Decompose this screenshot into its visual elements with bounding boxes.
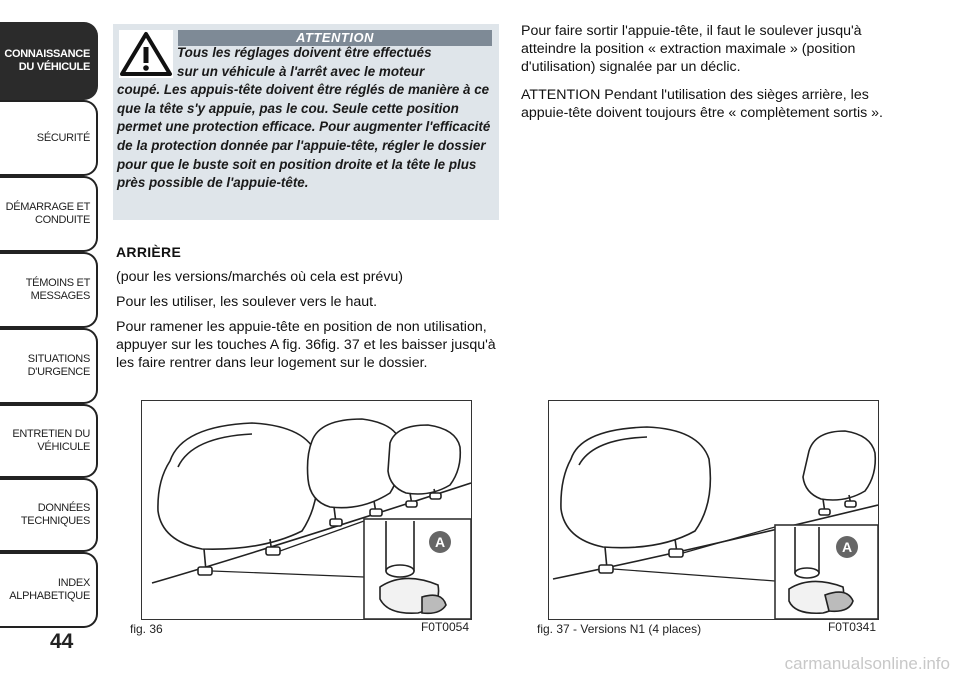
warning-line-1: Tous les réglages doivent être effectués [177, 45, 432, 60]
left-column [116, 243, 506, 379]
warning-box [113, 24, 499, 220]
warning-body: coupé. Les appuis-tête doivent être réglés de manière à ce que la tête s'y appuie, pas le cou. Seule cette position permet une protection efficace. Pour augmenter l'efficacité de la protection donnée par l'appuie-tête, régler le dossier pour que le buste soit en position droite et la tête le plus près possible de l'appuie-tête. [117, 82, 491, 191]
chapter-sidebar [0, 0, 102, 678]
right-paragraph-2: ATTENTION Pendant l'utilisation des sièges arrière, les appuie-tête doivent toujours être « complètement sortis ». [521, 87, 883, 121]
section-heading: ARRIÈRE [116, 244, 182, 260]
tab-index-alphabetique[interactable]: INDEX ALPHABETIQUE [0, 552, 98, 628]
tab-situations-d-urgence[interactable]: SITUATIONS D'URGENCE [0, 328, 98, 404]
tab-connaissance-du-vehicule[interactable]: CONNAISSANCE DU VÉHICULE [0, 22, 98, 100]
left-paragraph-2: Pour ramener les appuie-tête en position de non utilisation, appuyer sur les touches A fig. 36fig. 37 et les baisser jusqu'à les faire rentrer dans leur logement sur le dossier. [116, 319, 496, 371]
right-paragraph-1: Pour faire sortir l'appuie-tête, il faut le soulever jusqu'à atteindre la position « extraction maximale » (position d'utilisation) signalée par un déclic. [521, 23, 862, 75]
tab-demarrage-et-conduite[interactable]: DÉMARRAGE ET CONDUITE [0, 176, 98, 252]
warning-text [117, 44, 497, 193]
figure-36 [130, 400, 472, 636]
right-column [521, 22, 913, 132]
warning-line-2: sur un véhicule à l'arrêt avec le moteur [177, 63, 425, 79]
page-number: 44 [50, 630, 74, 653]
warning-title: ATTENTION [178, 30, 492, 46]
headrest-illustration-37 [549, 401, 878, 619]
figure-37 [537, 400, 879, 636]
watermark: carmanualsonline.info [784, 654, 950, 673]
figure-36-code: F0T0054 [420, 620, 469, 634]
figure-37-code: F0T0341 [827, 620, 876, 634]
tab-temoins-et-messages[interactable]: TÉMOINS ET MESSAGES [0, 252, 98, 328]
tab-entretien-du-vehicule[interactable]: ENTRETIEN DU VÉHICULE [0, 404, 98, 478]
figure-36-caption: fig. 36 [130, 622, 163, 636]
tab-donnees-techniques[interactable]: DONNÉES TECHNIQUES [0, 478, 98, 552]
section-subheading: (pour les versions/marchés où cela est prévu) [116, 269, 404, 285]
figure-37-caption: fig. 37 - Versions N1 (4 places) [537, 622, 702, 636]
marker-a-label: A [434, 534, 446, 550]
left-paragraph-1: Pour les utiliser, les soulever vers le haut. [116, 294, 378, 310]
headrest-illustration-36 [142, 401, 471, 619]
marker-a-label: A [841, 539, 853, 555]
tab-securite[interactable]: SÉCURITÉ [0, 100, 98, 176]
